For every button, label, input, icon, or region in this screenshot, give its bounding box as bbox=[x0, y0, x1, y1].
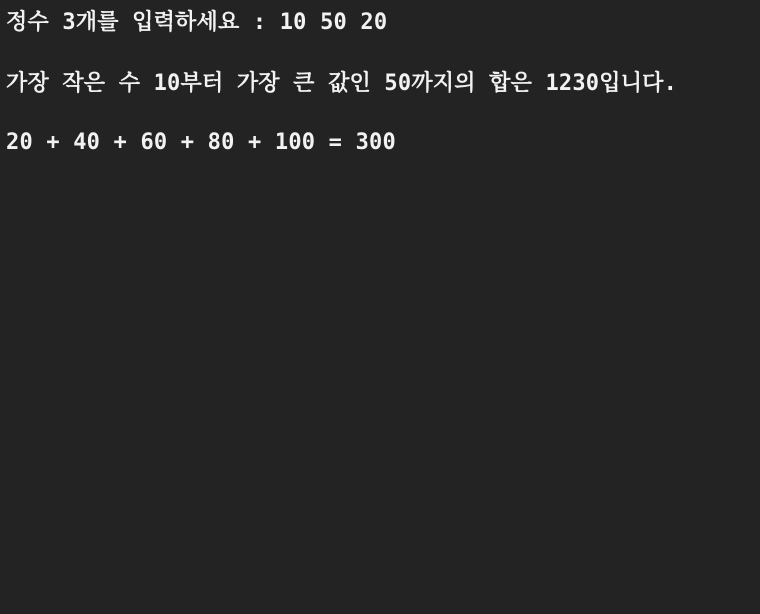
cut-off-previous-line bbox=[6, 0, 760, 3]
input-prompt-line: 정수 3개를 입력하세요 : 10 50 20 bbox=[6, 10, 388, 35]
series-sum-line: 20 + 40 + 60 + 80 + 100 = 300 bbox=[6, 130, 396, 155]
sum-result-line: 가장 작은 수 10부터 가장 큰 값인 50까지의 합은 1230입니다. bbox=[6, 71, 678, 96]
